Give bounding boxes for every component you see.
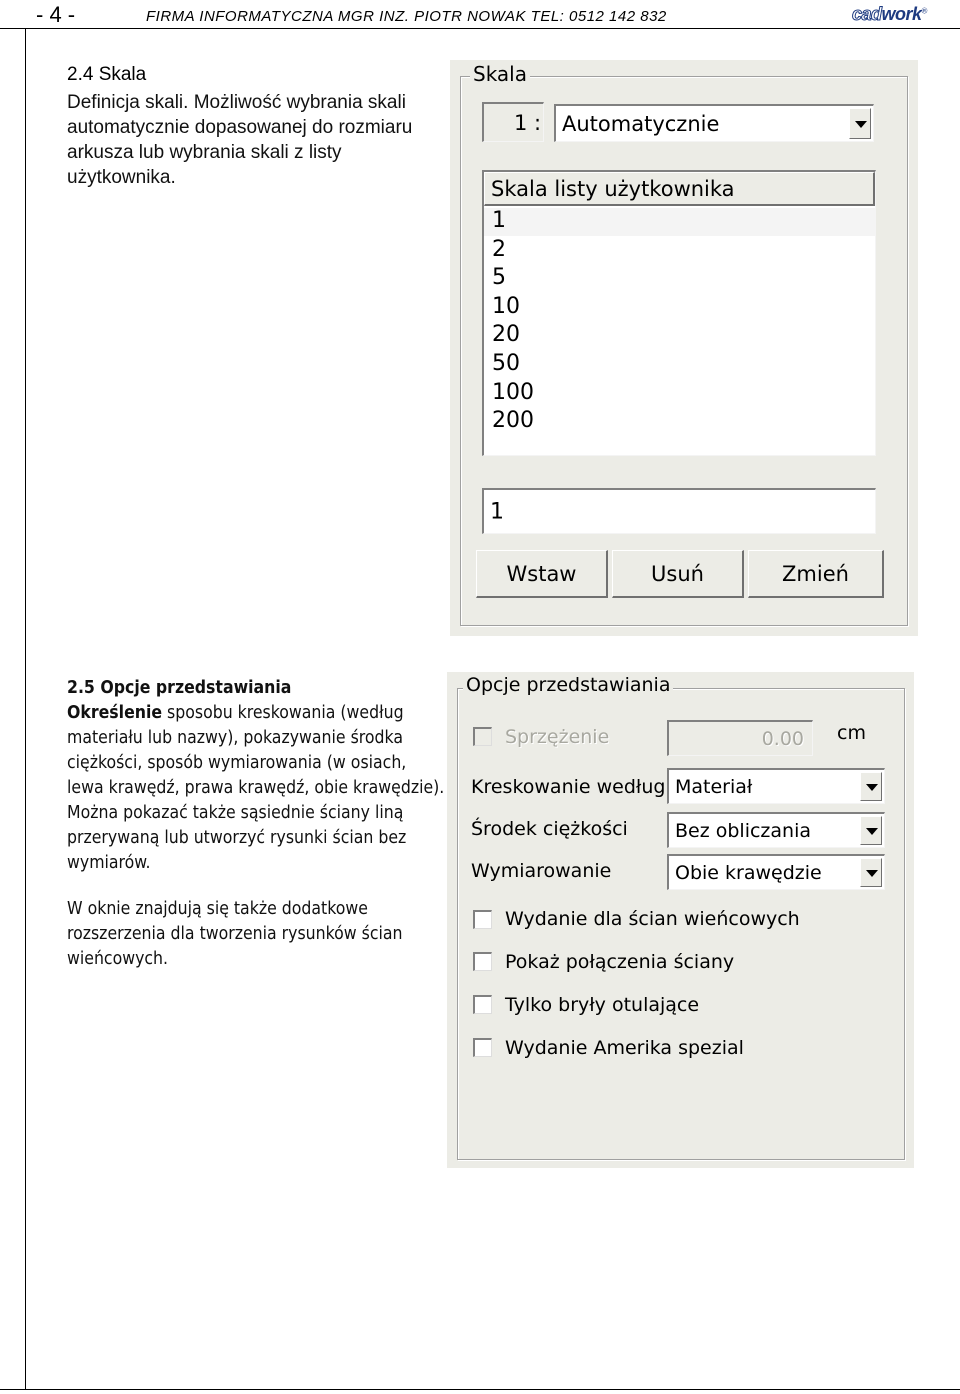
center-of-gravity-value: Bez obliczania bbox=[675, 819, 812, 842]
dimensioning-value: Obie krawędzie bbox=[675, 861, 822, 884]
section-paragraph-2: Można pokazać także sąsiednie ściany liną przerywaną lub utworzyć rysunki ścian bez wymiarów. bbox=[67, 803, 407, 873]
delete-button-label: Usuń bbox=[651, 561, 704, 586]
chevron-down-icon[interactable] bbox=[860, 816, 882, 845]
only-solids-checkbox[interactable] bbox=[473, 995, 492, 1014]
section-paragraph-3: W oknie znajdują się także dodatkowe rozszerzenia dla tworzenia rysunków ścian wieńcowych. bbox=[67, 899, 403, 969]
logo-registered-mark: ® bbox=[921, 6, 928, 16]
coupling-value-field[interactable] bbox=[667, 720, 813, 756]
hatch-value: Materiał bbox=[675, 775, 753, 798]
only-solids-label: Tylko bryły otulające bbox=[505, 994, 700, 1016]
hatch-dropdown[interactable] bbox=[667, 768, 885, 804]
insert-button[interactable] bbox=[476, 550, 608, 598]
show-connections-checkbox[interactable] bbox=[473, 952, 492, 971]
list-item[interactable]: 20 bbox=[492, 322, 520, 347]
change-button-label: Zmień bbox=[782, 561, 849, 586]
wreath-output-label: Wydanie dla ścian wieńcowych bbox=[505, 908, 800, 930]
list-item[interactable]: 200 bbox=[492, 408, 534, 433]
center-of-gravity-dropdown[interactable] bbox=[667, 812, 885, 848]
paragraph-lead: Określenie bbox=[67, 703, 163, 723]
dimensioning-dropdown[interactable] bbox=[667, 854, 885, 890]
list-item[interactable]: 2 bbox=[492, 237, 506, 262]
list-item[interactable]: 10 bbox=[492, 294, 520, 319]
section-body-scale: Definicja skali. Możliwość wybrania skali automatycznie dopasowanej do rozmiaru arkusza lub wybrania skali z listy użytkownika. bbox=[67, 92, 413, 188]
scale-mode-dropdown[interactable] bbox=[554, 104, 874, 142]
section-title-display-options: 2.5 Opcje przedstawiania bbox=[67, 678, 292, 698]
list-item[interactable]: 50 bbox=[492, 351, 520, 376]
options-group-title: Opcje przedstawiania bbox=[463, 674, 673, 696]
center-of-gravity-label: Środek ciężkości bbox=[471, 818, 628, 840]
dimensioning-label: Wymiarowanie bbox=[471, 860, 612, 882]
list-header-label: Skala listy użytkownika bbox=[491, 176, 735, 201]
scale-value-text: 1 bbox=[490, 499, 504, 524]
list-item[interactable]: 1 bbox=[492, 208, 506, 233]
amerika-spezial-checkbox[interactable] bbox=[473, 1038, 492, 1057]
section-display-options bbox=[67, 676, 447, 972]
chevron-down-icon[interactable] bbox=[860, 858, 882, 887]
list-selection-highlight bbox=[484, 208, 875, 236]
logo-cad: cad bbox=[852, 4, 882, 24]
left-margin-rule bbox=[25, 28, 26, 1390]
firm-header: FIRMA INFORMATYCZNA MGR INZ. PIOTR NOWAK TEL: 0512 142 832 bbox=[146, 8, 667, 25]
coupling-label: Sprzężenie bbox=[505, 726, 610, 748]
chevron-down-icon[interactable] bbox=[849, 108, 871, 139]
header-rule bbox=[0, 28, 960, 29]
insert-button-label: Wstaw bbox=[506, 561, 577, 586]
scale-prefix-box bbox=[482, 102, 544, 142]
chevron-down-icon[interactable] bbox=[860, 772, 882, 801]
unit-label: cm bbox=[837, 722, 866, 744]
scale-group-title: Skala bbox=[470, 62, 530, 86]
change-button[interactable] bbox=[748, 550, 884, 598]
display-options-dialog bbox=[447, 672, 914, 1168]
footer-rule bbox=[0, 1389, 960, 1390]
paragraph-1-text: sposobu kreskowania (według materiału lub nazwy), pokazywanie środka ciężkości, sposób wymiarowania (w osiach, lewa krawędź, prawa krawędź, obie krawędzie). bbox=[67, 703, 445, 798]
page-number: - 4 - bbox=[36, 2, 76, 27]
scale-mode-value: Automatycznie bbox=[562, 111, 720, 136]
wreath-output-checkbox[interactable] bbox=[473, 910, 492, 929]
scale-dialog bbox=[450, 60, 918, 636]
list-item[interactable]: 5 bbox=[492, 265, 506, 290]
list-header[interactable] bbox=[484, 172, 875, 206]
user-scale-list[interactable] bbox=[482, 170, 876, 456]
section-paragraph-1 bbox=[67, 701, 447, 801]
scale-prefix: 1 : bbox=[514, 110, 542, 135]
coupling-checkbox[interactable] bbox=[473, 727, 492, 746]
scale-value-input[interactable] bbox=[482, 488, 876, 534]
amerika-spezial-label: Wydanie Amerika spezial bbox=[505, 1037, 744, 1059]
list-item[interactable]: 100 bbox=[492, 380, 534, 405]
logo-work: work bbox=[881, 4, 922, 24]
cadwork-logo bbox=[852, 4, 927, 24]
coupling-value: 0.00 bbox=[761, 727, 804, 750]
delete-button[interactable] bbox=[612, 550, 744, 598]
hatch-label: Kreskowanie według bbox=[471, 776, 666, 798]
show-connections-label: Pokaż połączenia ściany bbox=[505, 951, 735, 973]
section-title-scale: 2.4 Skala bbox=[67, 64, 147, 85]
